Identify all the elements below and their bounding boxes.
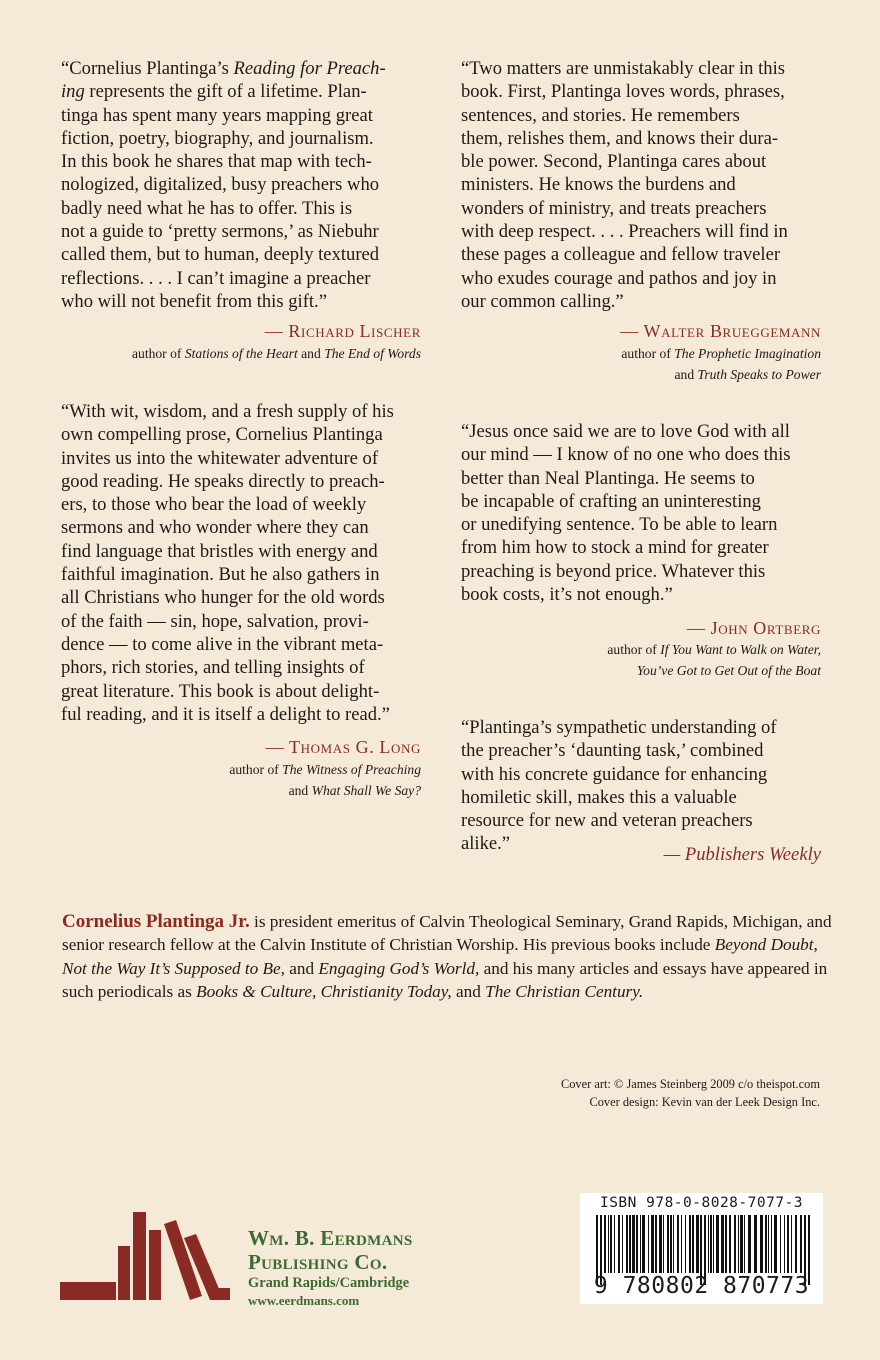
attribution-brueggemann: — Walter Brueggemann	[620, 321, 821, 341]
author-bio-text: is president emeritus of Calvin Theological Seminary, Grand Rapids, Michigan, and senior research fellow at the Calvin Institute of Christian Worship. His previous books include Beyond Doubt, Not the Way It’s Supposed to Be, and Engaging God’s World, and his many articles and essays have appeared in such periodicals as Books & Culture, Christianity Today, and The Christian Century.	[62, 912, 832, 1001]
publisher-block	[248, 1226, 413, 1309]
cover-credits	[561, 1075, 820, 1111]
eerdmans-logo-icon	[60, 1212, 240, 1304]
credit-brueggemann: author of The Prophetic Imagination and Truth Speaks to Power	[621, 346, 821, 382]
author-name: Cornelius Plantinga Jr.	[62, 911, 250, 932]
attribution-long: — Thomas G. Long	[265, 737, 421, 757]
attribution-ortberg: — John Ortberg	[686, 618, 821, 638]
ean-number: 9 780802 870773	[593, 1273, 810, 1299]
cover-art-credit: Cover art: © James Steinberg 2009 c/o theispot.com	[560, 1077, 820, 1091]
quote-publishers-weekly: “Plantinga’s sympathetic understanding of the preacher’s ‘daunting task,’ combined with his concrete guidance for enhancing homiletic skill, makes this a valuable resource for new and veteran preachers alike.”	[461, 717, 777, 855]
quote-long: “With wit, wisdom, and a fresh supply of his own compelling prose, Cornelius Plantinga invites us into the whitewater adventure of good reading. He speaks directly to preach- ers, to those who bear the load of weekly sermons and who wonder where they can find language that bristles with energy and faithful imagination. But he also gathers in all Christians who hunger for the old words of the faith — sin, hope, salvation, provi- dence — to come alive in the vibrant meta- phors, rich stories, and telling insights of great literature. This book is about delight- ful reading, and it is itself a delight to read.”	[61, 401, 394, 725]
isbn-barcode	[580, 1193, 823, 1304]
attribution-lischer: — Richard Lischer	[264, 321, 421, 341]
credit-lischer: author of Stations of the Heart and The End of Words	[131, 346, 421, 361]
publisher-location: Grand Rapids/Cambridge	[248, 1275, 410, 1291]
quote-ortberg: “Jesus once said we are to love God with all our mind — I know of no one who does this better than Neal Plantinga. He seems to be incapable of crafting an uninteresting or unedifying sentence. To be able to learn from him how to stock a mind for greater preaching is beyond price. Whatever this book costs, it’s not enough.”	[461, 421, 791, 606]
credit-long: author of The Witness of Preaching and What Shall We Say?	[229, 762, 421, 798]
publisher-name-line1: Wm. B. Eerdmans	[248, 1226, 413, 1250]
cover-design-credit: Cover design: Kevin van der Leek Design Inc.	[589, 1095, 820, 1109]
attribution-publishers-weekly: — Publishers Weekly	[663, 844, 821, 865]
quote-lischer: “Cornelius Plantinga’s Reading for Preach- ing represents the gift of a lifetime. Plan- tinga has spent many years mapping great fiction, poetry, biography, and journalism. In this book he shares that map with tech- nologized, digitalized, busy preachers who badly need what he has to offer. This is not a guide to ‘pretty sermons,’ as Niebuhr called them, but to human, deeply textured reflections. . . . I can’t imagine a preacher who will not benefit from this gift.”	[61, 58, 386, 312]
publisher-name-line2: Publishing Co.	[248, 1250, 388, 1274]
credit-ortberg: author of If You Want to Walk on Water, You’ve Got to Get Out of the Boat	[607, 642, 821, 678]
isbn-text: ISBN 978-0-8028-7077-3	[599, 1195, 804, 1211]
publisher-url: www.eerdmans.com	[248, 1293, 360, 1308]
author-bio	[62, 910, 832, 1003]
quote-brueggemann: “Two matters are unmistakably clear in this book. First, Plantinga loves words, phrases, sentences, and stories. He remembers them, relishes them, and knows their dura- ble power. Second, Plantinga cares about ministers. He knows the burdens and wonders of ministry, and treats preachers with deep respect. . . . Preachers will find in these pages a colleague and fellow traveler who exudes courage and pathos and joy in our common calling.”	[461, 58, 788, 312]
